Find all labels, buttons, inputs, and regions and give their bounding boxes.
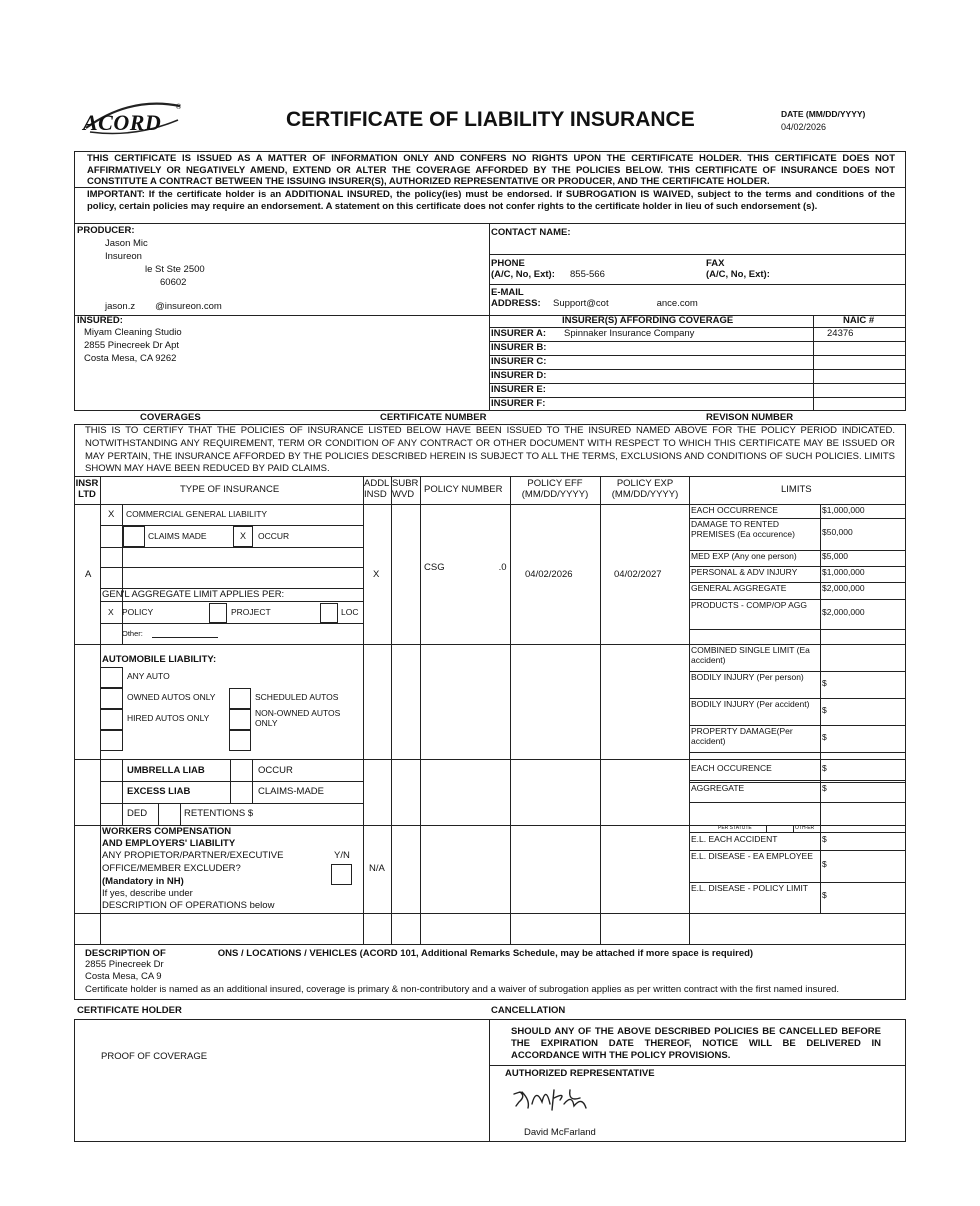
wc-line3: ANY PROPIETOR/PARTNER/EXECUTIVE [102, 850, 284, 861]
email-label: E-MAIL [491, 287, 524, 298]
phone-value: 855-566 [570, 269, 605, 280]
occur-label: OCCUR [258, 531, 290, 541]
wc-line4: OFFICE/MEMBER EXCLUDER? [102, 863, 241, 874]
gl-addl-insd: X [373, 569, 380, 580]
insurer-label: INSURER A: [491, 328, 547, 339]
occur-checkbox[interactable]: X [233, 526, 253, 547]
limit-label: PRODUCTS - COMP/OP AGG [691, 600, 808, 610]
fax-sub-label: (A/C, No, Ext): [706, 269, 770, 280]
fax-label: FAX [706, 258, 725, 269]
address-label: ADDRESS: [491, 298, 541, 309]
phone-sub-label: (A/C, No, Ext): [491, 269, 555, 280]
insurer-label: INSURER C: [491, 356, 547, 367]
wc-line7: DESCRIPTION OF OPERATIONS below [102, 900, 275, 911]
producer-name: Jason Mic [105, 238, 148, 249]
insured-street: 2855 Pinecreek Dr Apt [84, 340, 180, 351]
insurer-naic: 24376 [827, 328, 854, 339]
description-line2: Costa Mesa, CA 9 [85, 971, 162, 982]
excess-liab-label: EXCESS LIAB [127, 786, 191, 797]
insurer-name: Spinnaker Insurance Company [564, 328, 695, 339]
certificate-holder-label: CERTIFICATE HOLDER [77, 1005, 182, 1016]
wc-na: N/A [369, 863, 385, 874]
insurer-label: INSURER B: [491, 342, 547, 353]
oth-er-label: OTH-ER [795, 825, 815, 831]
claims-made-label: CLAIMS MADE [148, 531, 207, 541]
wc-line2: AND EMPLOYERS' LIABILITY [102, 838, 236, 849]
any-auto-checkbox[interactable] [100, 667, 123, 688]
gl-policy-exp: 04/02/2027 [614, 569, 662, 580]
limit-label: E.L. DISEASE - POLICY LIMIT [691, 883, 808, 893]
wc-line1: WORKERS COMPENSATION [102, 826, 232, 837]
any-auto-label: ANY AUTO [127, 671, 170, 681]
gen-agg-label: GEN'L AGGREGATE LIMIT APPLIES PER: [102, 589, 285, 600]
limit-label: PERSONAL & ADV INJURY [691, 567, 798, 577]
wc-yn-label: Y/N [334, 850, 350, 861]
loc-checkbox[interactable] [320, 603, 338, 623]
limit-label: COMBINED SINGLE LIMIT (Ea accident) [691, 645, 810, 665]
limit-label: BODILY INJURY (Per person) [691, 672, 804, 682]
non-owned-autos-checkbox[interactable] [229, 709, 251, 730]
per-statute-label: PER STATUTE [718, 825, 752, 831]
limit-label: EACH OCCURENCE [691, 763, 772, 773]
ded-label: DED [127, 808, 148, 819]
description-line3: Certificate holder is named as an additional insured, coverage is primary & non-contributory and a waiver of subrogation applies as per written contract with the first named insured. [85, 984, 840, 995]
limit-label: EACH OCCURRENCE [691, 505, 778, 515]
policy-checkbox[interactable]: X [108, 607, 114, 617]
notice-text: THIS CERTIFICATE IS ISSUED AS A MATTER OF INFORMATION ONLY AND CONFERS NO RIGHTS UPON THE CERTIFICATE HOLDER. THIS CERTIFICATE DOES NOT AFFIRMATIVELY OR NEGATIVELY AMEND, EXTEND OR ALTER THE COVERAGE AFFORDED BY THE POLICIES BELOW. THIS CERTIFICATE OF INSURANCE DOES NOT CONSTITUTE A CONTRACT BETWEEN THE ISSUING INSURER(S), AUTHORIZED REPRESENTATIVE OR PRODUCER, AND THE CERTIFICATE HOLDER. [87, 153, 895, 188]
cancellation-text: SHOULD ANY OF THE ABOVE DESCRIBED POLICIES BE CANCELLED BEFORE THE EXPIRATION DATE THEREOF, NOTICE WILL BE DELIVERED IN ACCORDANCE WITH THE POLICY PROVISIONS. [511, 1026, 881, 1061]
subr-wvd-header: SUBR WVD [392, 478, 419, 500]
producer-zip: 60602 [160, 277, 187, 288]
cgl-label: COMMERCIAL GENERAL LIABILITY [126, 509, 268, 519]
limit-value: $50,000 [822, 527, 853, 537]
limit-value: $ [822, 763, 827, 773]
limit-label: E.L. DISEASE - EA EMPLOYEE [691, 851, 813, 861]
producer-email: jason.z @insureon.com [105, 301, 222, 312]
limits-header: LIMITS [781, 484, 812, 495]
limit-label: BODILY INJURY (Per accident) [691, 699, 810, 709]
limit-value: $ [822, 890, 827, 900]
authorized-rep-label: AUTHORIZED REPRESENTATIVE [505, 1068, 655, 1079]
holder-text: PROOF OF COVERAGE [101, 1051, 208, 1062]
policy-label: POLICY [122, 607, 154, 617]
project-label: PROJECT [231, 607, 271, 617]
policy-exp-header: POLICY EXP (MM/DD/YYYY) [611, 478, 679, 500]
naic-label: NAIC # [843, 315, 875, 326]
producer-street: le St Ste 2500 [145, 264, 205, 275]
umbrella-occur-label: OCCUR [258, 765, 293, 776]
hired-autos-checkbox[interactable] [100, 709, 123, 730]
limit-value: $5,000 [822, 551, 848, 561]
limit-label: AGGREGATE [691, 783, 745, 793]
limit-label: MED EXP (Any one person) [691, 551, 797, 561]
date-value: 04/02/2026 [781, 122, 827, 132]
insured-city: Costa Mesa, CA 9262 [84, 353, 177, 364]
important-text: IMPORTANT: If the certificate holder is an ADDITIONAL INSURED, the policy(ies) must be endorsed. If SUBROGATION IS WAIVED, subject to the terms and conditions of the policy, certain policies may require an endorsement. A statement on this certificate does not confer rights to the certificate holder in lieu of such endorsement (s). [87, 189, 895, 212]
limit-value: $ [822, 859, 827, 869]
limit-value: $2,000,000 [822, 583, 865, 593]
description-line1: 2855 Pinecreek Dr [85, 959, 164, 970]
addl-insd-header: ADDL INSD [364, 478, 390, 500]
limit-value: $ [822, 732, 827, 742]
producer-label: PRODUCER: [77, 225, 135, 236]
non-owned-autos-label: NON-OWNED AUTOS ONLY [255, 708, 341, 728]
scheduled-autos-checkbox[interactable] [229, 688, 251, 709]
limit-value: $ [822, 705, 827, 715]
insured-label: INSURED: [77, 315, 123, 326]
limit-label: DAMAGE TO RENTED PREMISES (Ea occurence) [691, 519, 795, 539]
type-header: TYPE OF INSURANCE [180, 484, 280, 495]
insurers-header: INSURER(S) AFFORDING COVERAGE [562, 315, 734, 326]
limit-value: $1,000,000 [822, 567, 865, 577]
limit-value: $ [822, 783, 827, 793]
owned-autos-checkbox[interactable] [100, 688, 123, 709]
page-title: CERTIFICATE OF LIABILITY INSURANCE [286, 108, 695, 131]
insured-name: Miyam Cleaning Studio [84, 327, 182, 338]
gl-insr-ltr: A [85, 569, 92, 580]
producer-company: Insureon [105, 251, 142, 262]
limit-value: $2,000,000 [822, 607, 865, 617]
insurer-label: INSURER F: [491, 398, 546, 409]
revision-number-label: REVISON NUMBER [706, 412, 794, 423]
auto-blank-checkbox-2[interactable] [229, 730, 251, 751]
insurer-label: INSURER E: [491, 384, 546, 395]
phone-label: PHONE [491, 258, 525, 269]
limit-label: PROPERTY DAMAGE(Per accident) [691, 726, 793, 746]
authorized-rep-name: David McFarland [524, 1127, 596, 1138]
loc-label: LOC [341, 607, 359, 617]
umbrella-claims-made-label: CLAIMS-MADE [258, 786, 324, 797]
cgl-checkbox[interactable]: X [108, 509, 115, 520]
umbrella-liab-label: UMBRELLA LIAB [127, 765, 205, 776]
policy-eff-header: POLICY EFF (MM/DD/YYYY) [521, 478, 589, 500]
wc-excluded-checkbox[interactable] [331, 864, 352, 885]
date-label: DATE (MM/DD/YYYY) [781, 109, 866, 119]
limit-label: GENERAL AGGREGATE [691, 583, 787, 593]
limit-label: E.L. EACH ACCIDENT [691, 834, 778, 844]
hired-autos-label: HIRED AUTOS ONLY [127, 713, 210, 723]
other-label: Other: [122, 629, 143, 638]
gl-policy-number: CSG .0 [424, 562, 507, 573]
project-checkbox[interactable] [209, 603, 227, 623]
contact-email-value: Support@cot ance.com [553, 298, 698, 309]
auto-label: AUTOMOBILE LIABILITY: [102, 654, 217, 665]
signature [510, 1082, 595, 1118]
limit-value: $ [822, 678, 827, 688]
wc-line5: (Mandatory in NH) [102, 876, 184, 887]
insr-ltr-header: INSR LTD [75, 478, 99, 500]
owned-autos-label: OWNED AUTOS ONLY [127, 692, 216, 702]
auto-blank-checkbox-1[interactable] [100, 730, 123, 751]
coverages-label: COVERAGES [140, 412, 201, 423]
cancellation-label: CANCELLATION [491, 1005, 566, 1016]
certificate-number-label: CERTIFICATE NUMBER [380, 412, 487, 423]
retentions-label: RETENTIONS $ [184, 808, 254, 819]
wc-line6: If yes, describe under [102, 888, 193, 899]
limit-value: $1,000,000 [822, 505, 865, 515]
policy-number-header: POLICY NUMBER [424, 484, 503, 495]
description-label: DESCRIPTION OF ONS / LOCATIONS / VEHICLES (ACORD 101, Additional Remarks Schedule, may be attached if more space is required) [85, 948, 754, 959]
contact-name-label: CONTACT NAME: [491, 227, 571, 238]
insurer-label: INSURER D: [491, 370, 547, 381]
acord-logo: ACORD ® [83, 104, 182, 135]
scheduled-autos-label: SCHEDULED AUTOS [255, 692, 339, 702]
claims-made-checkbox[interactable] [123, 526, 145, 547]
limit-value: $ [822, 834, 827, 844]
certify-text: THIS IS TO CERTIFY THAT THE POLICIES OF INSURANCE LISTED BELOW HAVE BEEN ISSUED TO THE INSURED NAMED ABOVE FOR THE POLICY PERIOD INDICATED. NOTWITHSTANDING ANY REQUIREMENT, TERM OR CONDITION OF ANY CONTRACT OR OTHER DOCUMENT WITH RESPECT TO WHICH THIS CERTIFICATE MAY BE ISSUED OR MAY PERTAIN, THE INSURANCE AFFORDED BY THE POLICIES DESCRIBED HEREIN IS SUBJECT TO ALL THE TERMS, EXCLUSIONS AND CONDITIONS OF SUCH POLICIES. LIMITS SHOWN MAY HAVE BEEN REDUCED BY PAID CLAIMS. [85, 425, 895, 475]
gl-policy-eff: 04/02/2026 [525, 569, 573, 580]
